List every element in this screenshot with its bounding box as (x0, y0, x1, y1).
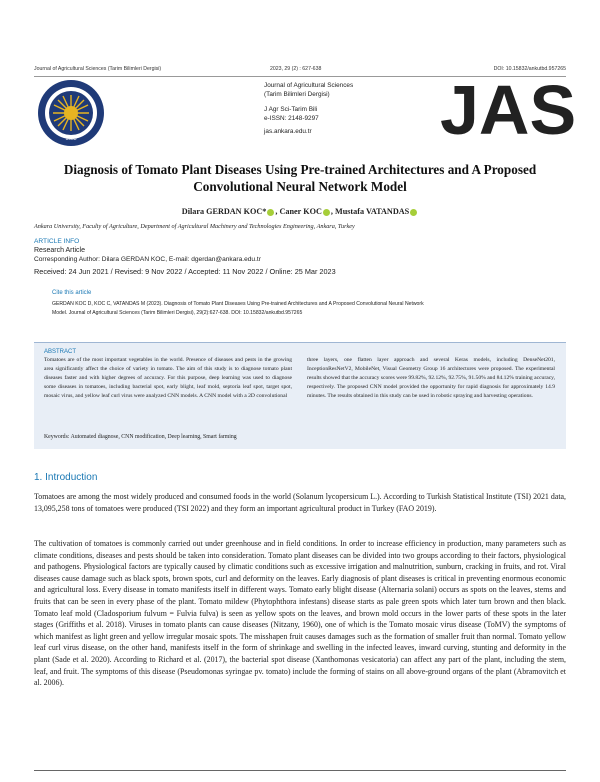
author-list (40, 207, 560, 216)
abstract-box (34, 342, 566, 449)
keywords: Keywords: Automated diagnose, CNN modification, Deep learning, Smart farming (44, 434, 237, 440)
jas-logo: JAS (440, 71, 577, 149)
footer-divider (34, 770, 566, 771)
article-type: Research Article (34, 247, 85, 254)
journal-name-tr: (Tarim Bilimleri Dergisi) (264, 90, 330, 98)
abstract-column-2: three layers, one flatten layer approach and several Keras models, including DenseNet201, InceptionResNetV2, MobileNet, Visual Geometry Group 16 architectures were proposed. The experimental results showed that the accuracy scores were 99.82%, 92.12%, 92.75%, 91.50% and 84.12% training accuracy, respectively. The proposed CNN model provided the opportunity for rapid diagnosis for approximately 14.9 minutes. The results obtained in this study can be used in robotic spraying and harvesting operations. (307, 357, 556, 399)
header-volume: 2023, 29 (2) : 627-638 (270, 66, 322, 72)
author-separator: , (330, 207, 335, 216)
paper-title: Diagnosis of Tomato Plant Diseases Using Pre-trained Architectures and A Proposed Convolutional Neural Network Model (63, 162, 537, 194)
author-separator: , (275, 207, 280, 216)
orcid-icon[interactable] (267, 209, 274, 216)
journal-name: Journal of Agricultural Sciences (264, 82, 354, 89)
header-doi: DOI: 10.15832/ankutbd.957265 (493, 66, 566, 72)
abstract-heading: ABSTRACT (44, 349, 77, 355)
author-3: Mustafa VATANDAS (334, 207, 410, 216)
journal-eissn: e-ISSN: 2148-9297 (264, 114, 319, 122)
svg-text:1933: 1933 (65, 136, 77, 142)
header-journal: Journal of Agricultural Sciences (Tarim Bilimleri Dergisi) (34, 66, 162, 72)
intro-paragraph-1: Tomatoes are among the most widely produced and consumed foods in the world (Solanum lycopersicum L.). According to Turkish Statistical Institute (TSI) 2021 data, 13,095,258 tons of tomatoes were produced (TSI 2022) and they form an important agricultural product in Turkey (FAO 2019). (34, 492, 566, 513)
orcid-icon[interactable] (410, 209, 417, 216)
intro-paragraph-2: The cultivation of tomatoes is commonly carried out under greenhouse and in field conditions. In order to increase efficiency in production, many parameters such as climate conditions, diseases and pests should be taken into consideration. Tomato plant diseases can be divided into two groups according to their factors, physiological and pathogens. Physiological factors are typically caused by climatic conditions such as excessive irrigation and malnutrition, sunburn, cracking in fruits, and rot. Viral diseases cause damage such as black spots, brown spots, curl and deformity on the leaves. Early diagnosis of plant diseases is critical in preventing enormous economic and agricultural loss. Every disease in tomato manifests itself in different ways. Tomato early blight disease (Alternaria solani) occurs as spots on the leaves, stems and fruits that can be seen in every phase of the plant. Tomato mildew (Phytophthora infestans) disease starts as pale green spots which later turn brown and then black. Tomato leaf mold (Cladosporium fulvum = Fulvia fulva) is seen as yellow spots on the leaves, and brown mold occurs in the lower parts of these spots in the later stages (Griffiths et al. 2018). Viruses in tomato plants can cause diseases (Nitzany, 1960), one of which is the Tomato mosaic virus disease (ToMV) the symptoms of which manifest as light green and yellow irregular mosaic spots. The misshapen fruit causes damages such as the formation of smaller fruit than normal. Tomato yellow leaf curl virus disease, on the other hand, manifests itself in the form of shrinkage and swelling in the infected leaves, inward curving, stunting and deformity in the plant (Sade et al. 2020). According to Richard et al. (2017), the bacterial spot disease (Xanthomonas vesicatoria) can affect any part of the plant, including the stem, leaf, and fruit. The symptoms of this disease (Pseudomonas syringae pv. tomato) include the forming of stains on all above-ground organs of the plant (Abramovitch et al. 2006). (34, 539, 566, 688)
journal-info-block (264, 82, 353, 137)
citation-line-1: GERDAN KOC D, KOC C, VATANDAS M (2023). Diagnosis of Tomato Plant Diseases Using Pre-trained Architectures and A Proposed Convolutional Neural Network (52, 301, 424, 307)
ankara-university-seal-logo (36, 78, 106, 148)
article-dates: Received: 24 Jun 2021 / Revised: 9 Nov 2022 / Accepted: 11 Nov 2022 / Online: 25 Mar 2023 (34, 267, 336, 276)
section-heading-introduction: 1. Introduction (34, 472, 98, 483)
journal-abbr: J Agr Sci-Tarim Bili (264, 106, 318, 114)
affiliation: Ankara University, Faculty of Agriculture, Department of Agricultural Machinery and Technologies Engineering, Ankara, Turkey (34, 223, 355, 230)
article-info-heading: ARTICLE INFO (34, 238, 80, 245)
orcid-icon[interactable] (323, 209, 330, 216)
journal-url[interactable]: jas.ankara.edu.tr (264, 128, 312, 136)
abstract-column-1: Tomatoes are of the most important vegetables in the world. Presence of diseases and pests in the growing area significantly affect the choice of variety in tomato. The aim of this study is to diagnose tomato plant diseases faster and with higher degrees of accuracy. For this purpose, deep learning was used to diagnose some diseases in tomatoes, including bacterial spot, early blight, leaf mold, septoria leaf spot, target spot, mosaic virus, and yellow leaf curl virus were analyzed CNN models. A CNN model with a 2D convolutional (44, 357, 292, 399)
corresponding-author: Corresponding Author: Dilara GERDAN KOC, E-mail: dgerdan@ankara.edu.tr (34, 256, 261, 263)
author-2: Caner KOC (279, 207, 322, 216)
citation-line-2: Model. Journal of Agricultural Sciences (Tarim Bilimleri Dergisi), 29(2):627-638. DOI: 10.15832/ankutbd.957265 (52, 309, 303, 316)
author-1: Dilara GERDAN KOC* (181, 207, 267, 216)
cite-heading: Cite this article (52, 290, 92, 296)
citation-text (52, 300, 562, 317)
